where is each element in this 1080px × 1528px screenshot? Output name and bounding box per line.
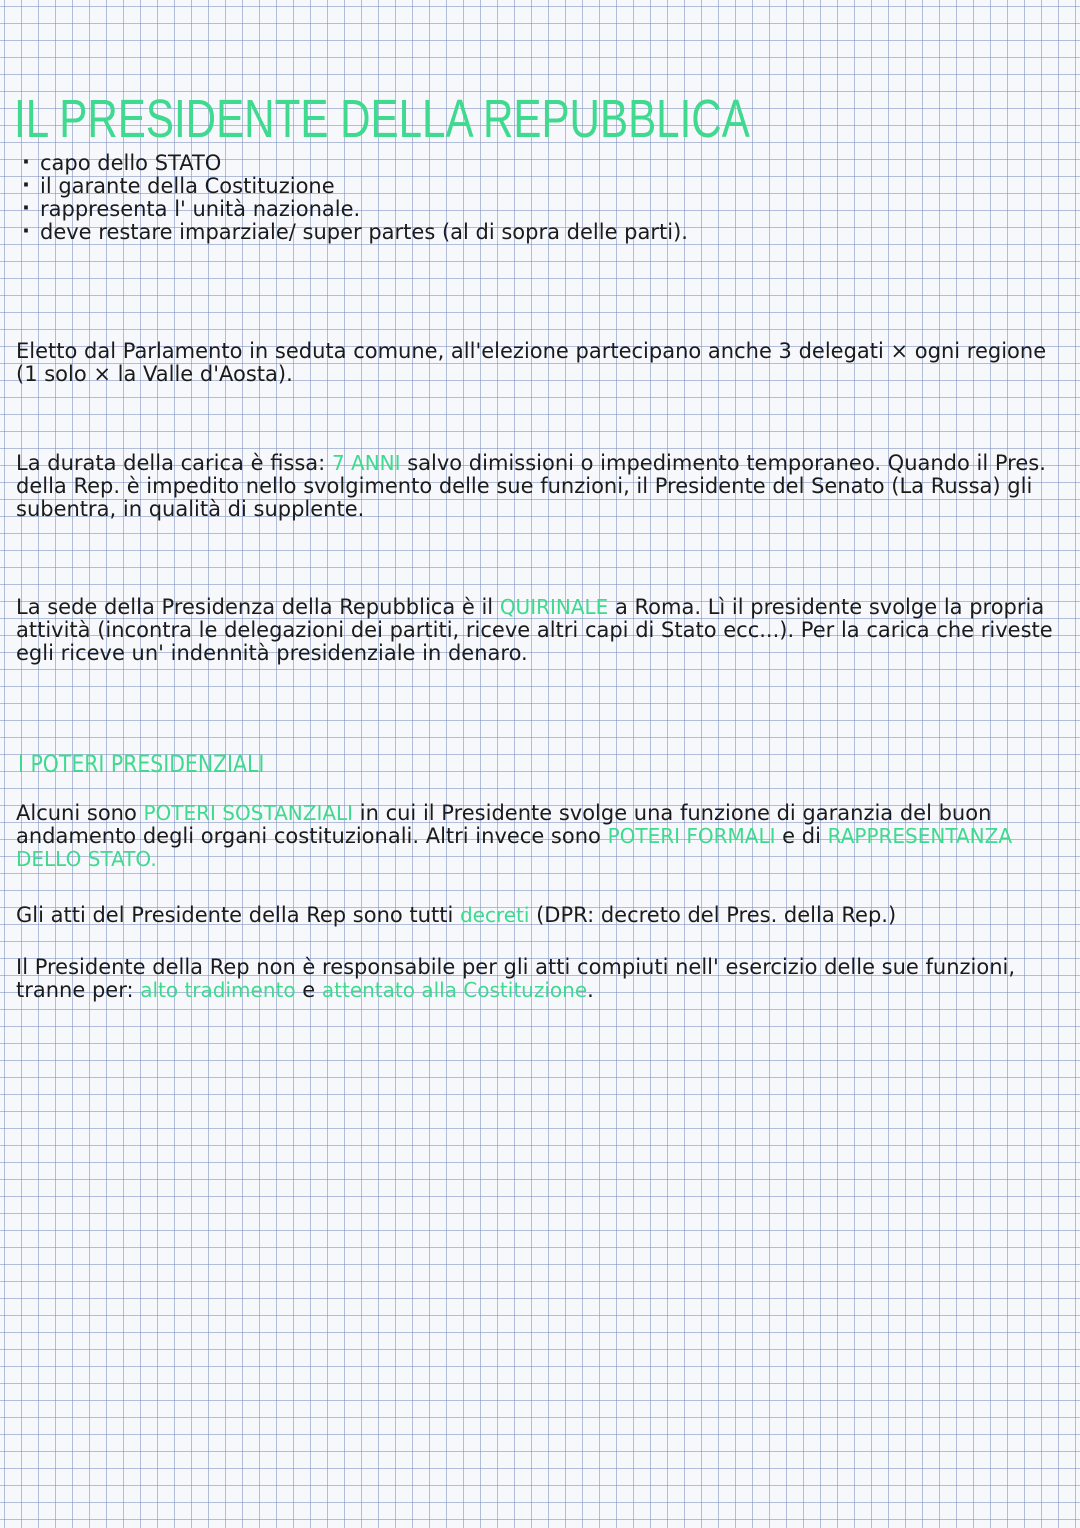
acts-text-end: (DPR: decreto del Pres. della Rep.) bbox=[529, 903, 897, 927]
duration-paragraph bbox=[16, 452, 1066, 521]
duration-text-end: salvo dimissioni o impedimento temporaneo. Quando il Pres. della Rep. è impedito nello svolgimento delle sue funzioni, il Presidente del Senato (La Russa) gli subentra, in qualità di supplente. bbox=[16, 451, 1046, 521]
acts-paragraph bbox=[16, 904, 1066, 927]
election-text: Eletto dal Parlamento in seduta comune, all'elezione partecipano anche 3 delegati × ogni regione (1 solo × la Valle d'Aosta). bbox=[16, 339, 1047, 386]
election-paragraph bbox=[16, 340, 1066, 386]
bullet-item: · capo dello STATO bbox=[22, 152, 688, 175]
seat-highlight: QUIRINALE bbox=[499, 595, 609, 619]
powers-text-1: Alcuni sono bbox=[16, 801, 144, 825]
bullet-item: · rappresenta l' unità nazionale. bbox=[22, 198, 688, 221]
powers-paragraph bbox=[16, 802, 1066, 871]
section-title: I POTERI PRESIDENZIALI bbox=[18, 750, 265, 778]
seat-text-end: a Roma. Lì il presidente svolge la propria attività (incontra le delegazioni dei partiti, riceve altri capi di Stato ecc...). Per la carica che riveste egli riceve un' indennità presidenziale in denaro. bbox=[16, 595, 1053, 665]
duration-text-start: La durata della carica è fissa: bbox=[16, 451, 332, 475]
acts-text-start: Gli atti del Presidente della Rep sono tutti bbox=[16, 903, 460, 927]
responsibility-paragraph bbox=[16, 956, 1066, 1002]
page-title: IL PRESIDENTE DELLA REPUBBLICA bbox=[14, 89, 750, 150]
responsibility-highlight-treason: alto tradimento bbox=[140, 978, 296, 1002]
seat-paragraph bbox=[16, 596, 1066, 665]
powers-text-2: in cui il Presidente svolge una funzione di garanzia del buon andamento degli organi costituzionali. Altri invece sono bbox=[16, 801, 992, 848]
responsibility-highlight-constitution: attentato alla Costituzione bbox=[321, 978, 588, 1002]
powers-highlight-formal: POTERI FORMALI bbox=[607, 824, 776, 848]
bullet-item: · deve restare imparziale/ super partes (al di sopra delle parti). bbox=[22, 221, 688, 244]
responsibility-text-start: Il Presidente della Rep non è responsabile per gli atti compiuti nell' esercizio delle sue funzioni, tranne per: bbox=[16, 955, 1016, 1002]
powers-text-3: e di bbox=[775, 824, 828, 848]
responsibility-text-mid: e bbox=[295, 978, 322, 1002]
responsibility-text-end: . bbox=[587, 978, 594, 1002]
bullet-list bbox=[22, 152, 688, 244]
duration-highlight: 7 ANNI bbox=[331, 451, 401, 475]
seat-text-start: La sede della Presidenza della Repubblica è il bbox=[16, 595, 500, 619]
acts-highlight: decreti bbox=[459, 903, 530, 927]
powers-highlight-substantial: POTERI SOSTANZIALI bbox=[143, 801, 354, 825]
bullet-item: · il garante della Costituzione bbox=[22, 175, 688, 198]
powers-highlight-representation: RAPPRESENTANZA DELLO STATO. bbox=[16, 824, 1013, 871]
